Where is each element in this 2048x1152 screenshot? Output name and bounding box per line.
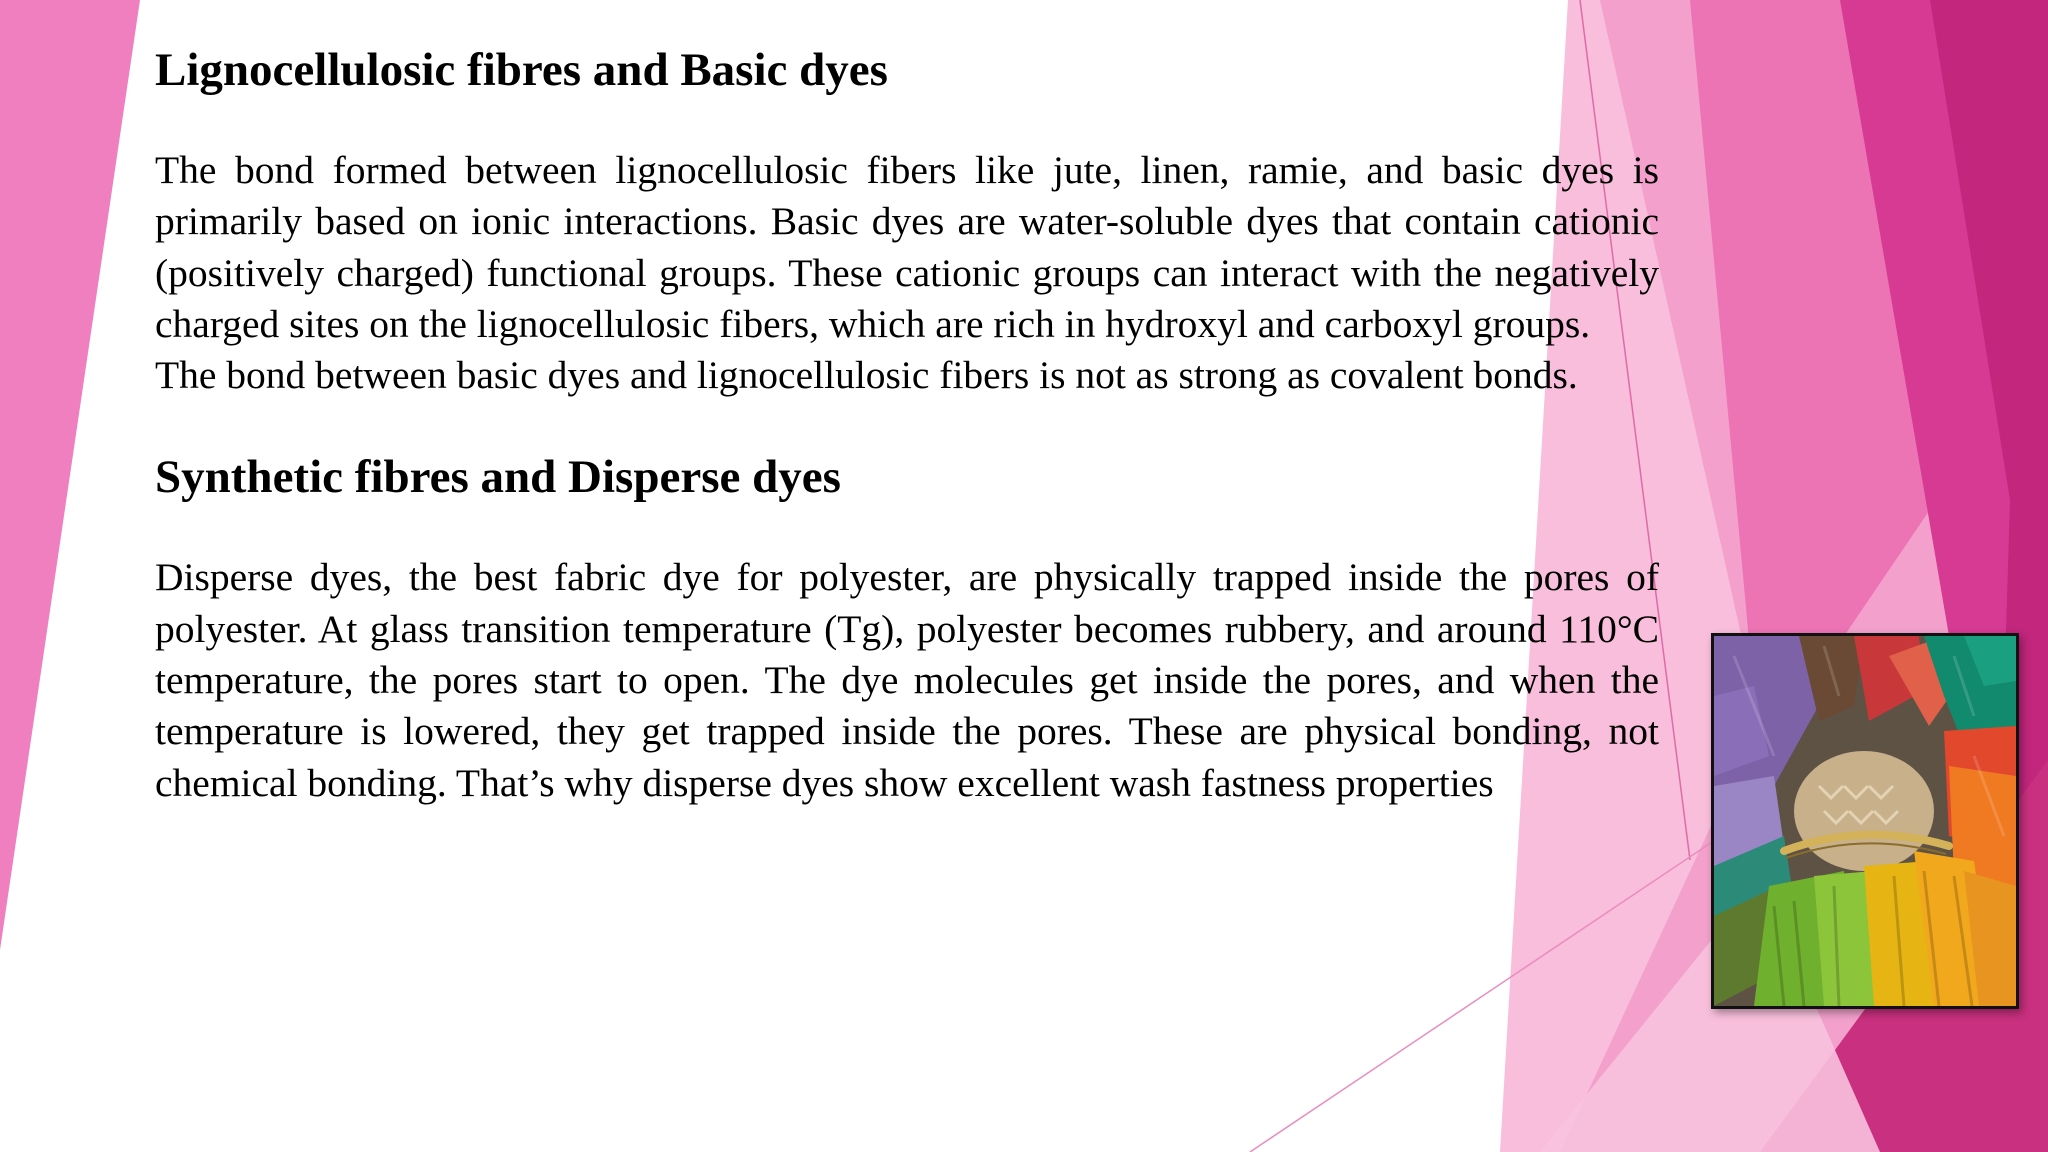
- section-lignocellulosic: [155, 40, 1659, 401]
- spacer: [155, 100, 1659, 145]
- left-pink-wedge: [0, 0, 140, 950]
- thread-skeins-image: [1711, 633, 2019, 1009]
- body-paragraph: The bond between basic dyes and lignocellulosic fibers is not as strong as covalent bonds.: [155, 353, 1578, 398]
- section-synthetic: [155, 447, 1659, 808]
- spacer: [155, 507, 1659, 552]
- body-paragraph: Disperse dyes, the best fabric dye for polyester, are physically trapped inside the pores of polyester. At glass transition temperature (Tg), polyester becomes rubbery, and around 110°C temperature, the pores start to open. The dye molecules get inside the pores, and when the temperature is lowered, they get trapped inside the pores. These are physical bonding, not chemical bonding. That’s why disperse dyes show excellent wash fastness properties: [155, 555, 1659, 805]
- slide-content: [155, 40, 1659, 809]
- spacer: [155, 401, 1659, 447]
- body-paragraph: The bond formed between lignocellulosic fibers like jute, linen, ramie, and basic dyes is primarily based on ionic interactions. Basic dyes are water-soluble dyes that contain cationic (positively charged) functional groups. These cationic groups can interact with the negatively charged sites on the lignocellulosic fibers, which are rich in hydroxyl and carboxyl groups.: [155, 148, 1659, 346]
- section-heading: Lignocellulosic fibres and Basic dyes: [155, 44, 888, 96]
- section-heading: Synthetic fibres and Disperse dyes: [155, 451, 841, 504]
